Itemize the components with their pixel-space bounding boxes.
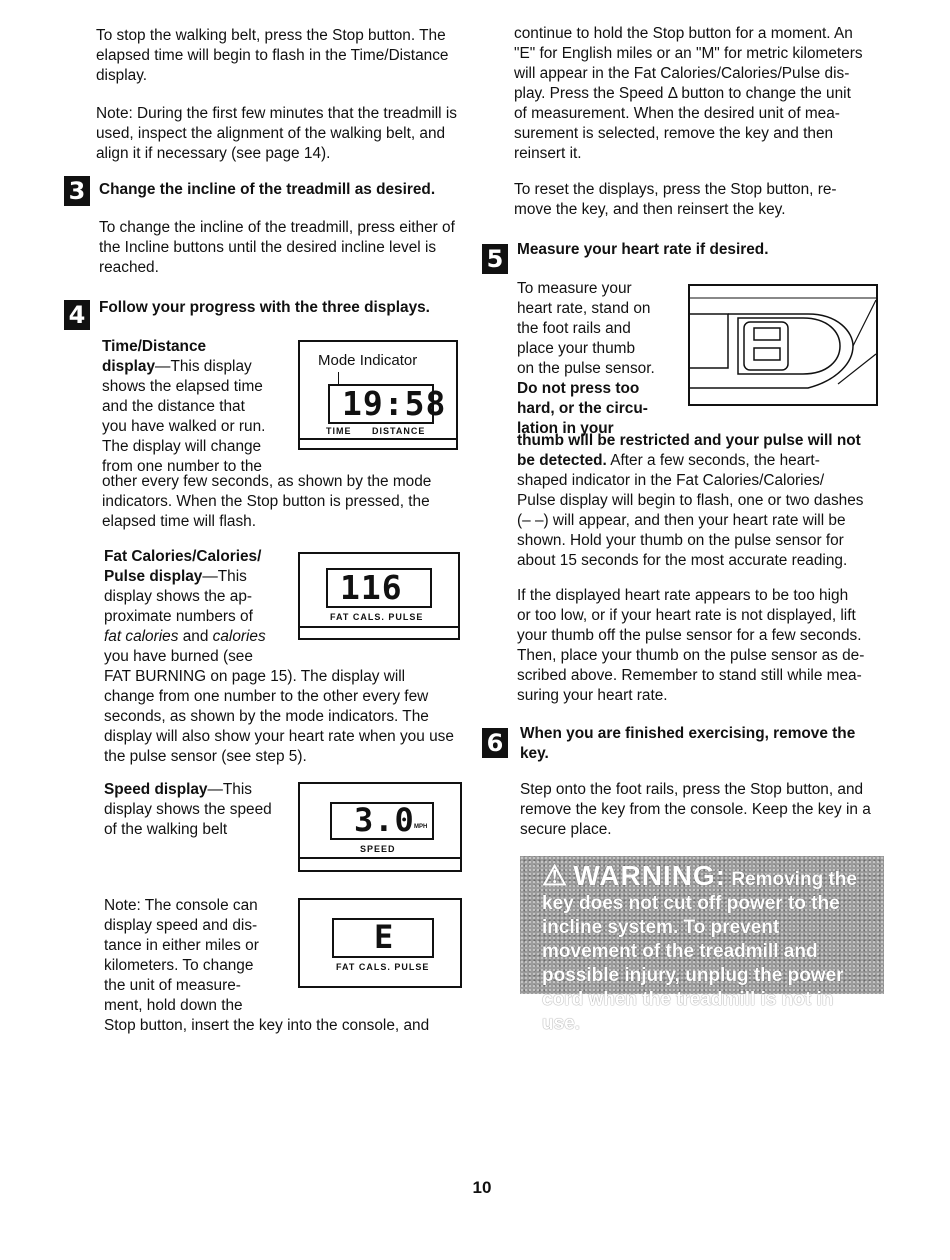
step-6-badge: 6 [482,728,508,758]
step-5-badge: 5 [482,244,508,274]
time-distance-figure [298,340,458,450]
units-readout: E [374,918,395,956]
mode-indicator-label: Mode Indicator [318,352,418,369]
page-number: 10 [472,1178,492,1197]
step-5-lead: To measure your heart rate, stand on the foot rails and place your thumb on the pulse sensor. Do not press too hard, or the circu- lation in your [517,280,655,437]
fat-cals-pulse-labels: FAT CALS. PULSE [330,612,424,622]
display-term: display [102,358,156,375]
figure-rule [300,857,460,859]
distance-label: DISTANCE [372,426,426,436]
step-5-paragraph-2: If the displayed heart rate appears to be too high or too low, or if your heart rate is not displayed, lift your thumb off the pulse sensor for a few seconds. Then, place your thumb on the pulse sensor as de- scribed above. Remember to stand still while mea- suring your heart rate. [517,587,865,704]
fat-calories-readout: 116 [340,568,403,607]
fat-calories-figure [298,552,460,640]
fat-calories-description: Fat Calories/Calories/ Pulse display—This display shows the ap- proximate numbers of fat calories and calories you have burned (see [104,547,304,667]
speed-description: Speed display—This display shows the speed of the walking belt [104,781,272,838]
step-5-heading: Measure your heart rate if desired. [517,241,769,258]
intro-stop-text: To stop the walking belt, press the Stop button. The elapsed time will begin to flash in the Time/Distance display. [96,27,449,84]
figure-rule [300,626,458,628]
continued-paragraph: continue to hold the Stop button for a moment. An "E" for English miles or an "M" for metric kilometers will appear in the Fat Calories/Calories/Pulse dis- play. Press the Speed Δ button to change the unit of measurement. When the desired unit of mea- surement is selected, remove the key and then reinsert it. [514,25,863,162]
time-label: TIME [326,426,352,436]
time-distance-screen [328,384,447,424]
pulse-sensor-drawing [688,284,878,406]
reset-paragraph: To reset the displays, press the Stop button, re- move the key, and then reinsert the key. [514,181,837,218]
units-figure [298,898,462,988]
step-4-heading: Follow your progress with the three displays. [99,299,430,316]
time-distance-tail: other every few seconds, as shown by the mode indicators. When the Stop button is pressed, the elapsed time will flash. [102,473,432,530]
mph-unit: MPH [414,824,428,830]
fat-calories-screen [326,568,432,608]
intro-note-text: Note: During the first few minutes that the treadmill is used, inspect the alignment of the walking belt, and align it if necessary (see page 14). [96,105,457,162]
pulse-display-term: Pulse display [104,568,203,585]
pulse-sensor-illustration [688,284,878,406]
speed-label: SPEED [360,844,396,854]
warning-icon: ⚠ [542,860,569,891]
time-distance-term: Time/Distance [102,338,207,355]
step-5-body: thumb will be restricted and your pulse will not be detected. After a few seconds, the heart- shaped indicator in the Fat Calories/Calories/ Pulse display will begin to flash, one or two dashes (– –) will appear, and then your heart rate will be shown. Hold your thumb on the pulse sensor for about 15 seconds for the most accurate reading. [517,432,864,569]
step-3-body: To change the incline of the treadmill, press either of the Incline buttons until the desired incline level is reached. [99,219,455,276]
units-fat-cals-pulse-labels: FAT CALS. PULSE [336,962,430,972]
time-distance-description: Time/Distance display—This display shows the elapsed time and the distance that you have walked or run. The display will change from one number to the [102,338,266,475]
intro-note [96,104,466,164]
step-6-heading: When you are finished exercising, remove the key. [520,725,856,762]
intro-paragraph [96,26,466,86]
warning-text: Removing the key does not cut off power to the incline system. To prevent movement of the treadmill and possible injury, unplug the power cord when the treadmill is not in use. [542,869,857,1034]
time-distance-readout: 19:58 [342,384,447,423]
fat-calories-tail: FAT BURNING on page 15). The display will change from one number to the other every few seconds, as shown by the mode indicators. The display will also show your heart rate when you use the pulse sensor (see step 5). [104,668,454,765]
step-3-badge: 3 [64,176,90,206]
speed-figure [298,782,462,872]
warning-title: WARNING: [573,860,727,891]
units-screen [332,918,434,958]
fat-calories-term: Fat Calories/Calories/ [104,548,262,565]
speed-screen [330,802,434,840]
step-6-body: Step onto the foot rails, press the Stop button, and remove the key from the console. Keep the key in a secure place. [520,781,871,838]
units-note: Note: The console can display speed and dis- tance in either miles or kilometers. To change the unit of measure- ment, hold down the Stop button, insert the key into the console, and [104,896,294,1036]
speed-display-term: Speed display [104,781,208,798]
units-note-tail: Stop button, insert the key into the console, and [104,1017,430,1034]
warning-box [520,856,884,1034]
step-3-heading: Change the incline of the treadmill as desired. [99,181,436,198]
figure-rule [300,438,456,440]
speed-readout: 3.0 [354,801,415,839]
step-4-badge: 4 [64,300,90,330]
warning-text-block [542,860,867,1036]
